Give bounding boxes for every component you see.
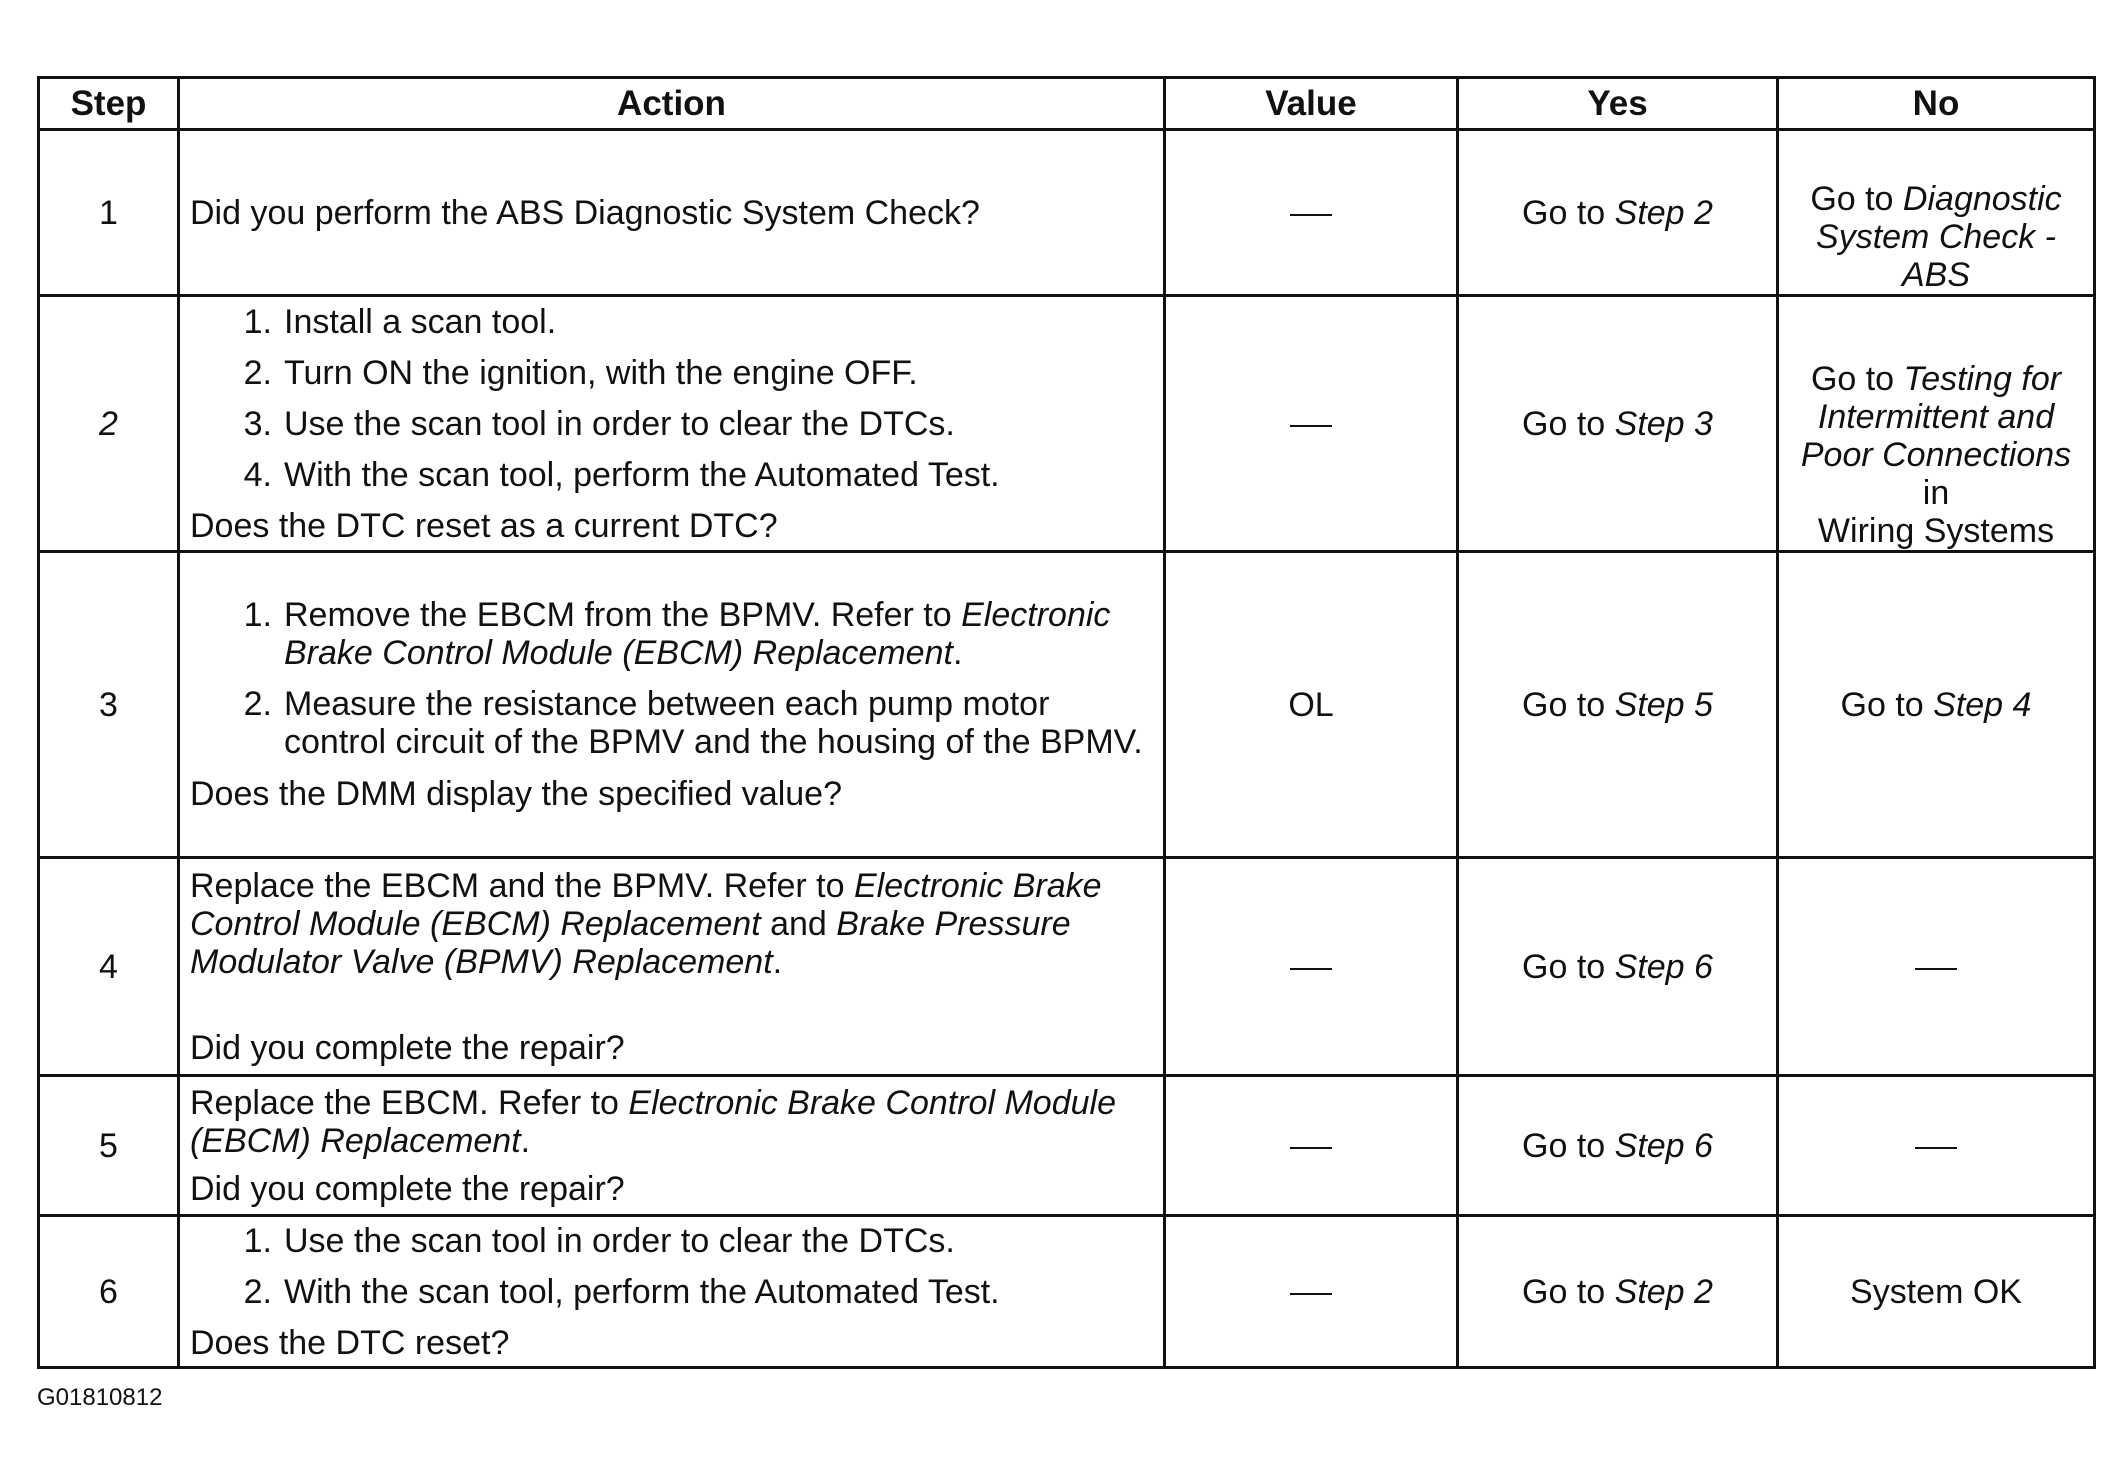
- step-number: 1: [39, 130, 179, 296]
- question-text: Does the DMM display the specified value?: [190, 775, 842, 813]
- value-cell: [1165, 296, 1458, 552]
- question-text: Does the DTC reset as a current DTC?: [190, 506, 778, 545]
- go-to-text: Go to: [1522, 947, 1615, 986]
- go-to-text: Go to: [1522, 1272, 1615, 1311]
- list-item: 4. With the scan tool, perform the Automated Test.: [243, 455, 1000, 494]
- no-cell: [1778, 858, 2095, 1076]
- question-text: Did you complete the repair?: [190, 1169, 625, 1208]
- header-no: No: [1778, 78, 2095, 130]
- value-cell: [1165, 858, 1458, 1076]
- no-cell: [1778, 130, 2095, 296]
- step-link[interactable]: Step 3: [1614, 404, 1713, 443]
- yes-cell: [1458, 1076, 1778, 1216]
- step-link[interactable]: Step 6: [1614, 947, 1713, 986]
- go-to-text: Go to: [1522, 193, 1615, 232]
- step-link[interactable]: Step 6: [1614, 1126, 1713, 1165]
- list-item: 2. With the scan tool, perform the Automated Test.: [243, 1272, 1000, 1311]
- header-step: Step: [39, 78, 179, 130]
- value-cell: [1165, 1076, 1458, 1216]
- header-yes: Yes: [1458, 78, 1778, 130]
- instruction-text: Replace the EBCM. Refer to Electronic Brake Control Module (EBCM) Replacement.: [190, 1083, 1116, 1160]
- procedure-link[interactable]: Electronic Brake Control Module (EBCM) Replacement: [190, 866, 1102, 943]
- procedure-link[interactable]: Diagnostic System Check - ABS: [1816, 180, 2062, 294]
- yes-cell: [1458, 130, 1778, 296]
- step-link[interactable]: Step 4: [1933, 685, 2032, 724]
- table-row: [39, 1076, 2095, 1216]
- no-cell: System OK: [1778, 1216, 2095, 1368]
- step-number: 6: [39, 1216, 179, 1368]
- dash-mark: [1290, 1293, 1332, 1295]
- question-text: Did you complete the repair?: [190, 1028, 625, 1067]
- step-number: 2: [39, 296, 179, 552]
- yes-cell: [1458, 552, 1778, 858]
- header-value: Value: [1165, 78, 1458, 130]
- action-list: [190, 596, 1153, 761]
- question-text: Did you perform the ABS Diagnostic System Check?: [190, 193, 980, 232]
- table-row: [39, 858, 2095, 1076]
- go-to-text: Go to: [1840, 685, 1934, 724]
- dash-mark: [1290, 968, 1332, 970]
- action-cell: [179, 1076, 1165, 1216]
- action-cell: [179, 296, 1165, 552]
- procedure-link[interactable]: Electronic Brake Control Module (EBCM) Replacement: [284, 596, 1111, 672]
- table-row: [39, 1216, 2095, 1368]
- go-to-text: Go to: [1522, 1126, 1615, 1165]
- procedure-link[interactable]: Electronic Brake Control Module (EBCM) Replacement: [190, 1083, 1116, 1160]
- list-item: 2. Turn ON the ignition, with the engine OFF.: [243, 353, 918, 392]
- go-to-text: Go to: [1522, 685, 1615, 724]
- yes-cell: [1458, 858, 1778, 1076]
- diagnostic-table: [37, 76, 2096, 1369]
- value-cell: [1165, 130, 1458, 296]
- no-cell: [1778, 552, 2095, 858]
- go-to-text: Go to: [1810, 360, 1904, 398]
- list-item: 1. Install a scan tool.: [243, 302, 557, 341]
- value-cell: [1165, 1216, 1458, 1368]
- question-text: Does the DTC reset?: [190, 1323, 510, 1362]
- table-row: [39, 130, 2095, 296]
- manual-section-text: Wiring Systems: [1817, 512, 2055, 550]
- list-item: 3. Use the scan tool in order to clear the DTCs.: [243, 404, 955, 443]
- yes-cell: [1458, 296, 1778, 552]
- no-cell: [1778, 1076, 2095, 1216]
- table-row: [39, 552, 2095, 858]
- dash-mark: [1290, 1147, 1332, 1149]
- list-item: 1. Use the scan tool in order to clear the DTCs.: [243, 1221, 955, 1260]
- go-to-text: Go to: [1810, 180, 1903, 218]
- header-row: [39, 78, 2095, 130]
- step-number: 3: [39, 552, 179, 858]
- action-cell: [179, 858, 1165, 1076]
- value-cell: OL: [1165, 552, 1458, 858]
- dash-mark: [1915, 968, 1957, 970]
- step-link[interactable]: Step 2: [1614, 1272, 1713, 1311]
- step-number: 5: [39, 1076, 179, 1216]
- figure-id: G01810812: [37, 1384, 163, 1411]
- instruction-text: Replace the EBCM and the BPMV. Refer to Electronic Brake Control Module (EBCM) Replacement and Brake Pressure Modulator Valve (BPMV) Replacement.: [190, 866, 1102, 981]
- in-text: in: [1922, 474, 1950, 512]
- table-row: [39, 296, 2095, 552]
- action-cell: [179, 552, 1165, 858]
- header-action: Action: [179, 78, 1165, 130]
- go-to-text: Go to: [1522, 404, 1615, 443]
- action-list: [190, 1222, 1153, 1311]
- dash-mark: [1915, 1147, 1957, 1149]
- list-item: 1. Remove the EBCM from the BPMV. Refer to Electronic Brake Control Module (EBCM) Replacement.: [243, 596, 1111, 672]
- yes-cell: [1458, 1216, 1778, 1368]
- dash-mark: [1290, 214, 1332, 216]
- list-item: 2. Measure the resistance between each pump motor control circuit of the BPMV and the housing of the BPMV.: [243, 685, 1143, 761]
- action-cell: [179, 1216, 1165, 1368]
- step-link[interactable]: Step 5: [1614, 685, 1713, 724]
- action-list: [190, 303, 1153, 494]
- procedure-link[interactable]: Testing for Intermittent and Poor Connections: [1800, 360, 2072, 474]
- dash-mark: [1290, 425, 1332, 427]
- action-cell: [179, 130, 1165, 296]
- step-link[interactable]: Step 2: [1614, 193, 1713, 232]
- step-number: 4: [39, 858, 179, 1076]
- no-cell: [1778, 296, 2095, 552]
- procedure-link[interactable]: Brake Pressure Modulator Valve (BPMV) Replacement: [190, 904, 1071, 981]
